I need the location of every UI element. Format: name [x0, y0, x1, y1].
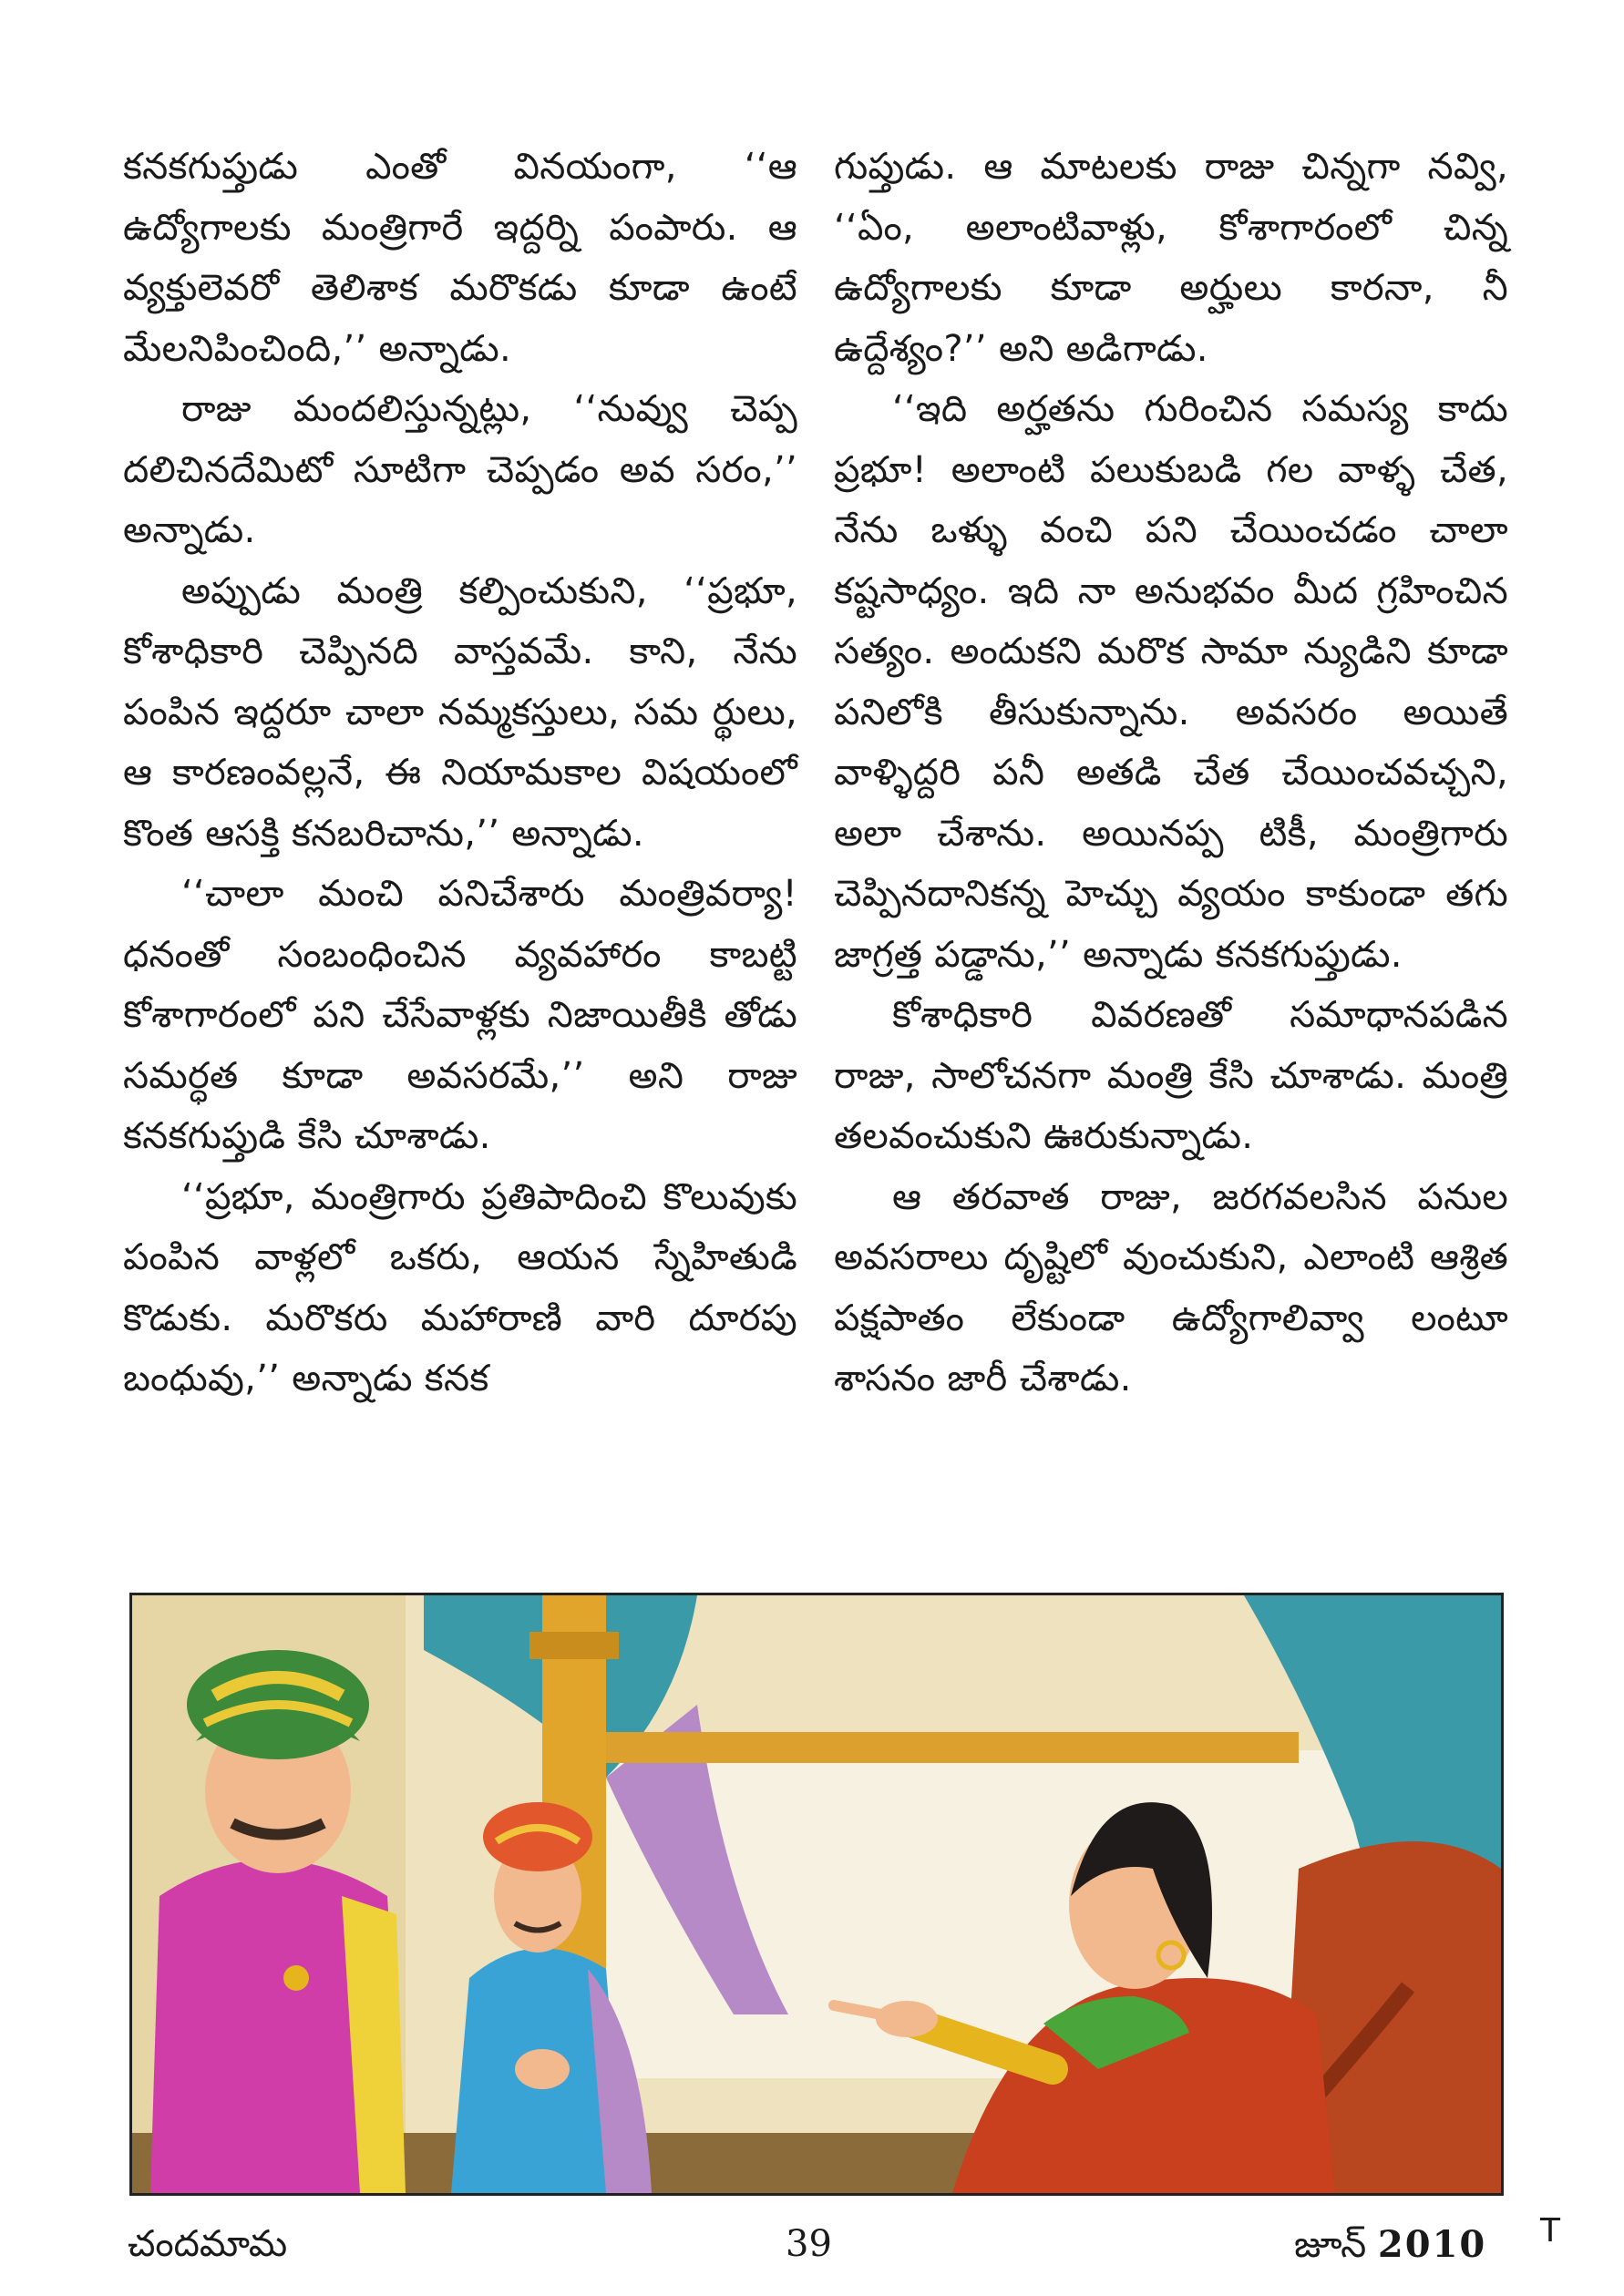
issue-year: 2010 — [1377, 2223, 1487, 2266]
paragraph: అప్పుడు మంత్రి కల్పించుకుని, ‘‘ప్రభూ, కోశాధికారి చెప్పినది వాస్తవమే. కాని, నేను పంపిన ఇద్దరూ చాలా నమ్మకస్తులు, సమ ర్థులు, ఆ కారణంవల్లనే, ఈ నియామకాల విషయంలో కొంత ఆసక్తి కనబరిచాను,’’ అన్నాడు. — [123, 569, 797, 855]
court-scene-drawing — [132, 1595, 1501, 2193]
page-number: 39 — [786, 2223, 832, 2265]
window-beam — [606, 1732, 1299, 1763]
pillar-capital — [529, 1632, 619, 1659]
paragraph: ‘‘ప్రభూ, మంత్రిగారు ప్రతిపాదించి కొలువుకు పంపిన వాళ్లలో ఒకరు, ఆయన స్నేహితుడి కొడుకు. మరొకరు మహారాణి వారి దూరపు బంధువు,’’ అన్నాడు కనక — [123, 1175, 797, 1399]
paragraph: ‘‘చాలా మంచి పనిచేశారు మంత్రివర్యా! ధనంతో సంబంధించిన వ్యవహారం కాబట్టి కోశాగారంలో పని చేసేవాళ్లకు నిజాయితీకి తోడు సమర్ధత కూడా అవసరమే,’’ అని రాజు కనకగుప్తుడి కేసి చూశాడు. — [123, 873, 797, 1157]
story-illustration — [129, 1593, 1504, 2196]
issue-month: జూన్ — [1294, 2224, 1367, 2266]
paragraph: కోశాధికారి వివరణతో సమాధానపడిన రాజు, సాలోచనగా మంత్రి కేసి చూశాడు. మంత్రి తలవంచుకుని ఊరుకున్నాడు. — [834, 994, 1508, 1157]
paragraph: గుప్తుడు. ఆ మాటలకు రాజు చిన్నగా నవ్వి, ‘‘ఏం, అలాంటివాళ్లు, కోశాగారంలో చిన్న ఉద్యోగాలకు కూడా అర్హులు కారనా, నీ ఉద్దేశ్యం?’’ అని అడిగాడు. — [834, 146, 1508, 370]
paragraph: కనకగుప్తుడు ఎంతో వినయంగా, ‘‘ఆ ఉద్యోగాలకు మంత్రిగారే ఇద్దర్ని పంపారు. ఆ వ్యక్తులెవరో తెలిశాక మరొకడు కూడా ఉంటే మేలనిపించింది,’’ అన్నాడు. — [123, 146, 797, 370]
left-text-column — [123, 137, 797, 1409]
corner-mark: T — [1540, 2212, 1560, 2250]
paragraph: ‘‘ఇది అర్హతను గురించిన సమస్య కాదు ప్రభూ! అలాంటి పలుకుబడి గల వాళ్ళ చేత, నేను ఒళ్ళు వంచి పని చేయించడం చాలా కష్టసాధ్యం. ఇది నా అనుభవం మీద గ్రహించిన సత్యం. అందుకని మరొక సామా న్యుడిని కూడా పనిలోకి తీసుకున్నాను. అవసరం అయితే వాళ్ళిద్దరి పనీ అతడి చేత చేయించవచ్చని, అలా చేశాను. అయినప్ప టికీ, మంత్రిగారు చెప్పినదానికన్న హెచ్చు వ్యయం కాకుండా తగు జాగ్రత్త పడ్డాను,’’ అన్నాడు కనకగుప్తుడు. — [834, 388, 1508, 976]
paragraph: ఆ తరవాత రాజు, జరగవలసిన పనుల అవసరాలు దృష్టిలో వుంచుకుని, ఎలాంటి ఆశ్రిత పక్షపాతం లేకుండా ఉద్యోగాలివ్వా లంటూ శాసనం జారీ చేశాడు. — [834, 1175, 1508, 1399]
paragraph: రాజు మందలిస్తున్నట్లు, ‘‘నువ్వు చెప్ప దలిచినదేమిటో సూటిగా చెప్పడం అవ సరం,’’ అన్నాడు. — [123, 388, 797, 551]
right-text-column — [834, 137, 1508, 1409]
issue-date — [1294, 2223, 1486, 2275]
magazine-name: చందమామ — [128, 2223, 288, 2265]
